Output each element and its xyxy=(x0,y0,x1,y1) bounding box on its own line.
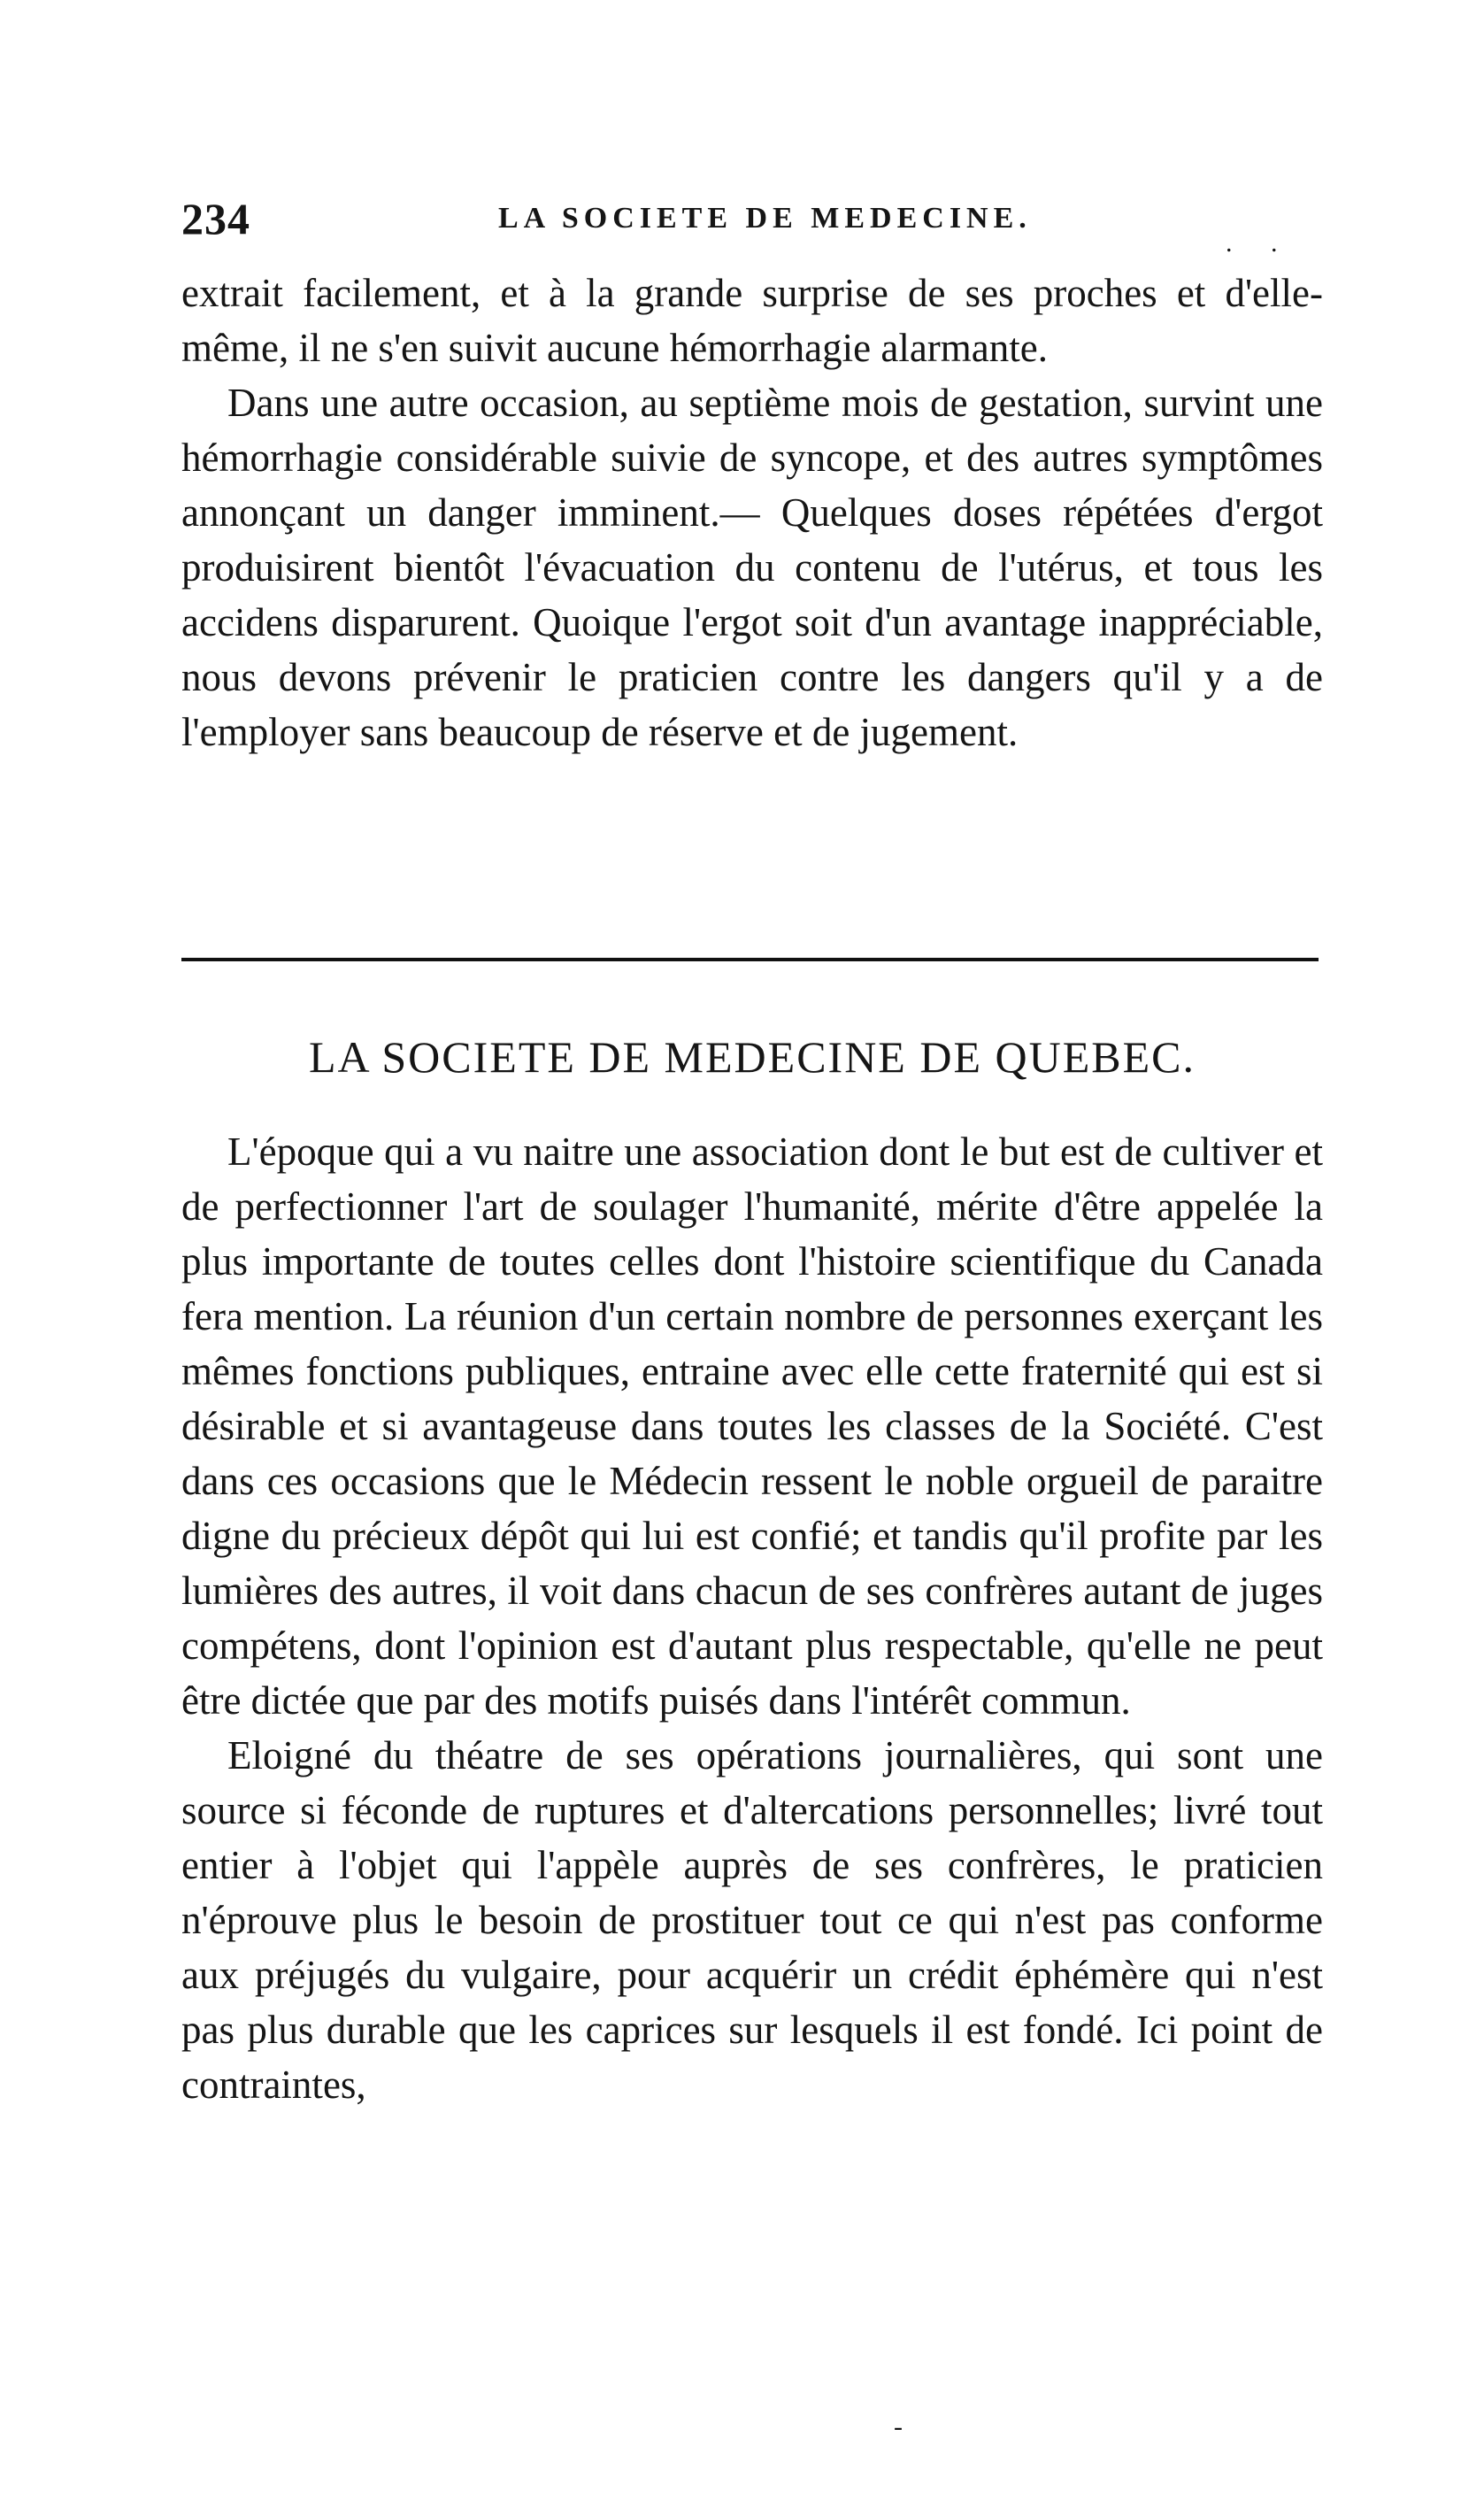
paragraph: Dans une autre occasion, au septième mois de gestation, survint une hémorrhagie considérable suivie de syncope, et des autres symptômes annonçant un danger imminent.— Quelques doses répétées d'ergot produisirent bientôt l'évacuation du contenu de l'utérus, et tous les accidens disparurent. Quoique l'ergot soit d'un avantage inappréciable, nous devons prévenir le praticien contre les dangers qu'il y a de l'employer sans beaucoup de réserve et de jugement. xyxy=(181,381,1323,754)
footer-mark: - xyxy=(894,2412,903,2441)
text-block-top xyxy=(181,266,1323,760)
head-marks: . . xyxy=(1226,228,1294,258)
section-title: LA SOCIETE DE MEDECINE DE QUEBEC. xyxy=(308,1032,1196,1082)
running-head xyxy=(181,193,1323,258)
paragraph-continuation: extrait facilement, et à la grande surprise de ses proches et d'elle-même, il ne s'en suivit aucune hémorrhagie alarmante. xyxy=(181,271,1323,370)
section-divider xyxy=(181,958,1319,961)
paragraph: Eloigné du théatre de ses opérations journalières, qui sont une source si féconde de ruptures et d'altercations personnelles; livré tout entier à l'objet qui l'appèle auprès de ses confrères, le praticien n'éprouve plus le besoin de prostituer tout ce qui n'est pas conforme aux préjugés du vulgaire, pour acquérir un crédit éphémère qui n'est pas plus durable que les caprices sur lesquels il est fondé. Ici point de contraintes, xyxy=(181,1733,1323,2107)
running-title: LA SOCIETE DE MEDECINE. xyxy=(498,202,1032,235)
text-block-bottom xyxy=(181,1124,1323,2112)
paragraph: L'époque qui a vu naitre une association dont le but est de cultiver et de perfectionner l'art de soulager l'humanité, mérite d'être appelée la plus importante de toutes celles dont l'histoire scientifique du Canada fera mention. La réunion d'un certain nombre de personnes exerçant les mêmes fonctions publiques, entraine avec elle cette fraternité qui est si désirable et si avantageuse dans toutes les classes de la Société. C'est dans ces occasions que le Médecin ressent le noble orgueil de paraitre digne du précieux dépôt qui lui est confié; et tandis qu'il profite par les lumières des autres, il voit dans chacun de ses confrères autant de juges compétens, dont l'opinion est d'autant plus respectable, qu'elle ne peut être dictée que par des motifs puisés dans l'intérêt commun. xyxy=(181,1130,1323,1723)
page-number: 234 xyxy=(181,194,250,243)
